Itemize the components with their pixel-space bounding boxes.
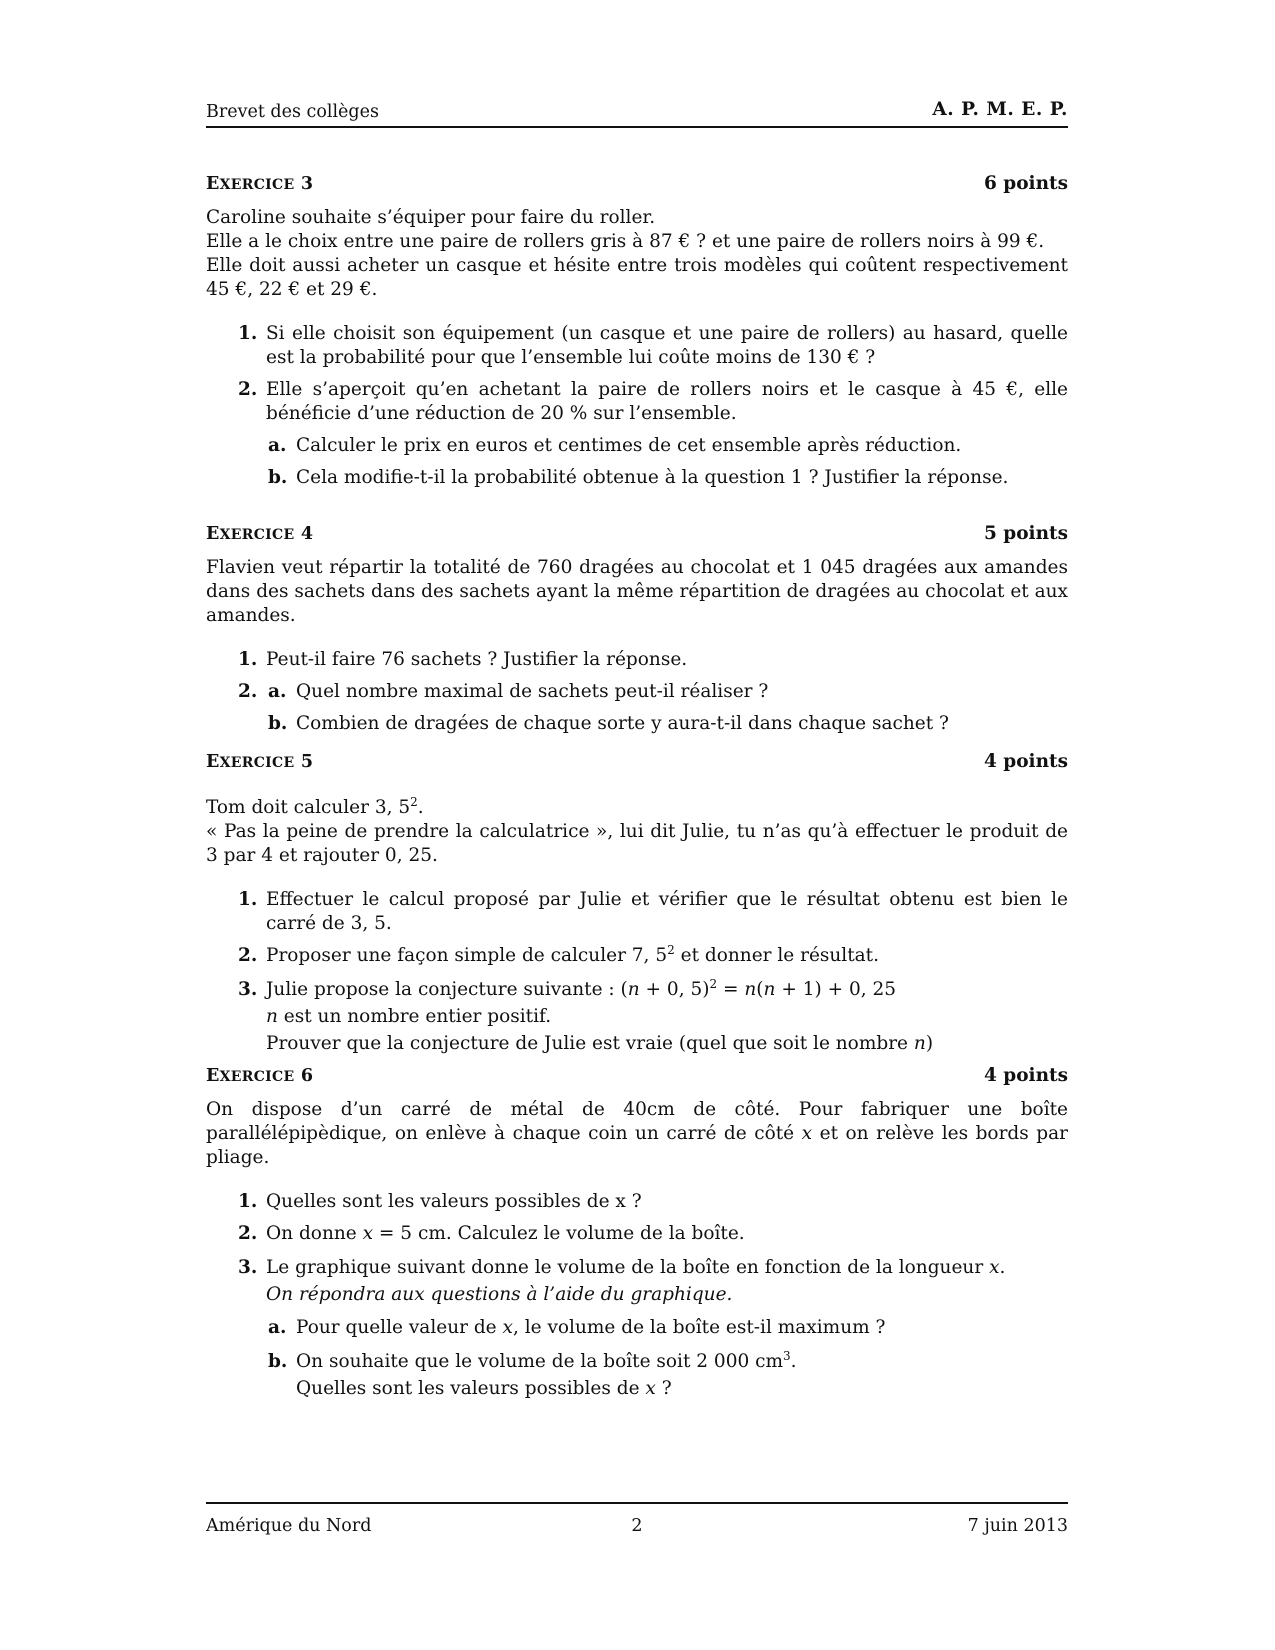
exercise-3-question-2: 2. Elle s’aperçoit qu’en achetant la paire de rollers noirs et le casque à 45 €, elle bénéficie d’une réduction de 20 % sur l’ensemble. bbox=[238, 379, 1068, 424]
exercise-6-points: 4 points bbox=[983, 1065, 1068, 1086]
footer-left: Amérique du Nord bbox=[206, 1516, 372, 1536]
exercise-5-question-3: 3. Julie propose la conjecture suivante : (n + 0, 5)$^2$ = n(n + 1) + 0, 25 n est un nombre entier positif. Prouver que la conjecture de Julie est vraie (quel que soit le nombre n) bbox=[238, 976, 934, 1054]
page-header bbox=[206, 98, 1068, 128]
exercise-6-question-3-note: On répondra aux questions à l’aide du graphique. bbox=[266, 1284, 733, 1305]
exercise-3-intro-2: Elle a le choix entre une paire de rollers gris à 87 € ? et une paire de rollers noirs à 99 €. bbox=[206, 231, 1045, 252]
exercise-6-question-2: 2. On donne x = 5 cm. Calculez le volume de la boîte. bbox=[238, 1223, 745, 1244]
exercise-3-question-1: 1. Si elle choisit son équipement (un casque et une paire de rollers) au hasard, quelle est la probabilité pour que l’ensemble lui coûte moins de 130 € ? bbox=[238, 323, 1068, 368]
exercise-6-question-3b: b. On souhaite que le volume de la boîte soit 2 000 $cm^3$. Quelles sont les valeurs possibles de x ? bbox=[268, 1348, 797, 1399]
exercise-3-intro-1: Caroline souhaite s’équiper pour faire du roller. bbox=[206, 207, 656, 228]
exercise-3-question-2a: a. Calculer le prix en euros et centimes de cet ensemble après réduction. bbox=[268, 435, 962, 456]
exercise-5-intro-2: « Pas la peine de prendre la calculatrice », lui dit Julie, tu n’as qu’à effectuer le produit de 3 par 4 et rajouter 0, 25. bbox=[206, 821, 1068, 866]
exercise-5 bbox=[206, 750, 1068, 1057]
exercise-5-intro-1: Tom doit calculer 3, $5^2$. bbox=[206, 794, 424, 818]
header-left: Brevet des collèges bbox=[206, 102, 379, 122]
footer-right: 7 juin 2013 bbox=[967, 1516, 1068, 1536]
exercise-3-intro-3: Elle doit aussi acheter un casque et hésite entre trois modèles qui coûtent respectivement 45 €, 22 € et 29 €. bbox=[206, 255, 1068, 300]
page-footer bbox=[206, 1502, 1068, 1544]
exercise-4-intro: Flavien veut répartir la totalité de 760 dragées au chocolat et 1 045 dragées aux amandes dans des sachets dans des sachets ayant la même répartition de dragées au chocolat et aux amandes. bbox=[206, 557, 1068, 626]
exercise-5-question-1: 1. Effectuer le calcul proposé par Julie et vérifier que le résultat obtenu est bien le carré de 3, 5. bbox=[238, 889, 1068, 934]
page-number: 2 bbox=[631, 1516, 643, 1536]
exercise-5-points: 4 points bbox=[983, 751, 1068, 772]
exercise-6 bbox=[206, 1064, 1068, 1402]
exercise-3-heading bbox=[206, 172, 1068, 198]
exercise-6-intro: On dispose d’un carré de métal de 40cm de côté. Pour fabriquer une boîte parallélépipèdique, on enlève à chaque coin un carré de côté x et on relève les bords par pliage. bbox=[206, 1099, 1068, 1168]
exercise-4-question-1: 1. Peut-il faire 76 sachets ? Justifier la réponse. bbox=[238, 649, 688, 670]
exercise-6-question-1: 1. Quelles sont les valeurs possibles de x ? bbox=[238, 1191, 642, 1212]
exercise-4 bbox=[206, 522, 1068, 736]
exercise-5-question-2: 2. Proposer une façon simple de calculer 7, $5^2$ et donner le résultat. bbox=[238, 942, 880, 966]
exercise-3-title: EXERCICE 3 bbox=[206, 174, 314, 194]
exercise-6-heading bbox=[206, 1064, 1068, 1090]
exercise-3-question-2b: b. Cela modifie-t-il la probabilité obtenue à la question 1 ? Justifier la réponse. bbox=[268, 467, 1009, 488]
exercise-4-title: EXERCICE 4 bbox=[206, 524, 314, 544]
exercise-4-points: 5 points bbox=[983, 523, 1068, 544]
exercise-4-heading bbox=[206, 522, 1068, 548]
exercise-6-title: EXERCICE 6 bbox=[206, 1066, 314, 1086]
exercise-3 bbox=[206, 172, 1068, 490]
exercise-6-question-3a: a. Pour quelle valeur de x, le volume de la boîte est-il maximum ? bbox=[268, 1317, 886, 1338]
exercise-5-title: EXERCICE 5 bbox=[206, 752, 314, 772]
exercise-4-question-2b: b. Combien de dragées de chaque sorte y aura-t-il dans chaque sachet ? bbox=[268, 713, 949, 734]
header-right: A. P. M. E. P. bbox=[932, 99, 1068, 120]
exercise-6-question-3: 3. Le graphique suivant donne le volume de la boîte en fonction de la longueur x. On répondra aux questions à l’aide du graphique. bbox=[238, 1257, 1006, 1305]
exercise-4-question-2a: 2. a. Quel nombre maximal de sachets peut-il réaliser ? bbox=[238, 681, 769, 702]
exercise-5-heading bbox=[206, 750, 1068, 776]
exercise-3-points: 6 points bbox=[983, 173, 1068, 194]
